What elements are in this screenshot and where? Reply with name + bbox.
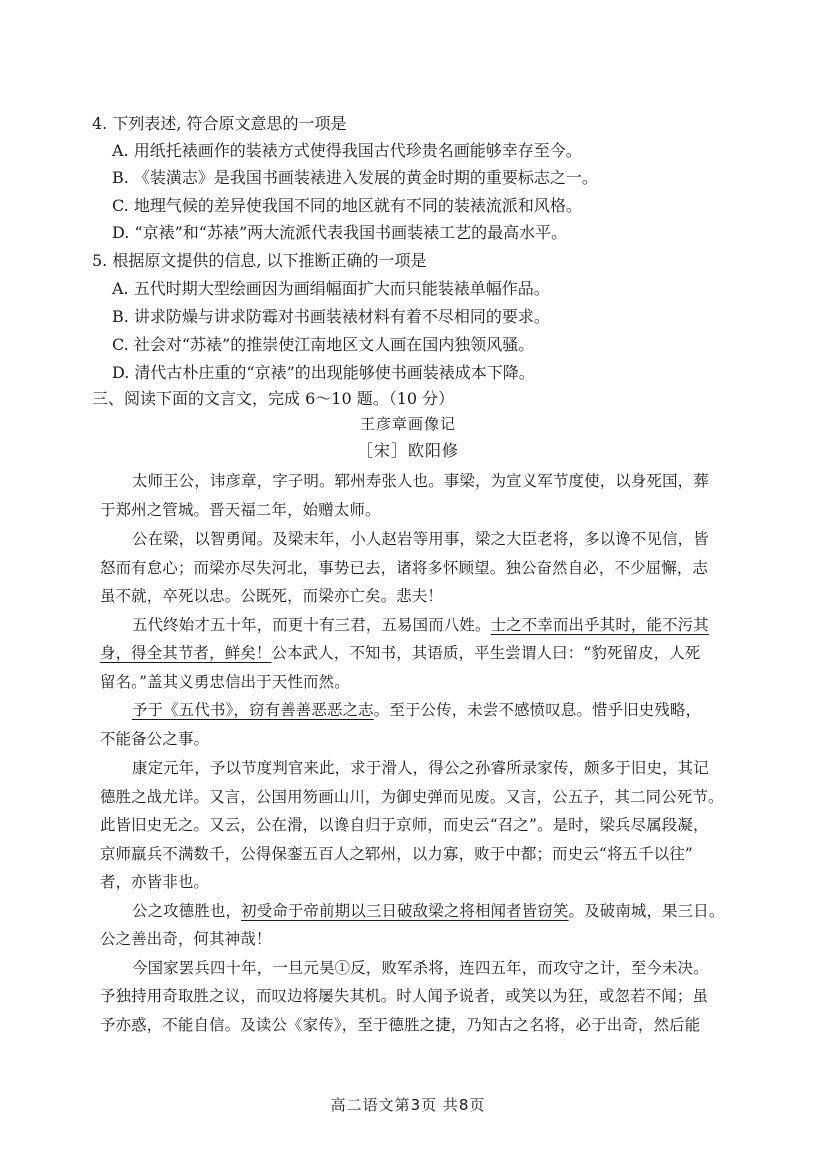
passage-text: 公在梁，以智勇闻。及梁末年，小人赵岩等用事，梁之大臣老将，多以谗不见信，皆 (132, 530, 709, 548)
passage-text: 予亦惑，不能自信。及读公《家传》，至于德胜之捷，乃知古之名将，必于出奇，然后能 (100, 1016, 701, 1034)
passage-text: 京师羸兵不满数千，公得保銮五百人之郓州，以力寡，败于中都；而史云“将五千以往” (100, 845, 693, 863)
passage-line (132, 900, 724, 922)
passage-text: 公之攻德胜也， (132, 902, 242, 920)
passage-line (100, 728, 209, 750)
underlined-sentence: 初受命于帝前期以三日破敌梁之将相闻者皆窃笑 (241, 902, 569, 920)
page-footer: 高二语文第3页 共8页 (330, 1096, 486, 1114)
passage-text: 虽不就，卒死以忠。公既死，而梁亦亡矣。悲夫！ (100, 587, 443, 605)
passage-line (132, 528, 709, 550)
passage-line (132, 614, 709, 636)
question-5-option-a: A. 五代时期大型绘画因为画绢幅面扩大而只能装裱单幅作品。 (112, 279, 550, 298)
passage-line (100, 642, 701, 664)
question-4-stem: 4. 下列表述, 符合原文意思的一项是 (92, 114, 347, 133)
passage-text: 不能备公之事。 (100, 730, 210, 748)
passage-line (132, 757, 709, 779)
underlined-sentence: 予于《五代书》，窃有善善恶恶之志 (132, 701, 374, 719)
passage-text: 留名。”盖其义勇忠信出于天性而然。 (100, 673, 350, 691)
question-5-stem: 5. 根据原文提供的信息, 以下推断正确的一项是 (92, 251, 427, 270)
question-4-option-a: A. 用纸托裱画作的装裱方式使得我国古代珍贵名画能够幸存至今。 (112, 141, 582, 160)
question-5-option-d: D. 清代古朴庄重的“京裱”的出现能够使书画装裱成本下降。 (112, 363, 535, 382)
passage-line (100, 557, 708, 579)
passage-text: 。及破南城，果三日。 (568, 902, 725, 920)
passage-text: 康定元年，予以节度判官来此，求于滑人，得公之孙睿所录家传，颇多于旧史，其记 (132, 759, 709, 777)
passage-line (100, 985, 708, 1007)
question-4-option-d: D. “京裱”和“苏裱”两大流派代表我国书画装裱工艺的最高水平。 (112, 223, 568, 242)
passage-line (100, 1014, 700, 1036)
passage-text: 。至于公传，未尝不感愤叹息。惜乎旧史残略， (373, 701, 702, 719)
passage-line (100, 814, 709, 836)
passage-text: 怒而有怠心；而梁亦尽失河北，事势已去，诸将多怀顾望。独公奋然自必，不少屈懈，志 (100, 559, 709, 577)
passage-text: 于郑州之管城。晋天福二年，始赠太师。 (100, 501, 381, 519)
passage-line (100, 786, 724, 808)
passage-text: 德胜之战尤详。又言，公国用笏画山川，为御史弹而见废。又言，公五子，其二同公死节。 (100, 788, 724, 806)
passage-line (100, 499, 381, 521)
passage-line (100, 843, 693, 865)
passage-line (132, 699, 701, 721)
passage-text: 予独持用奇取胜之议，而叹边将屡失其机。时人闻予说者，或笑以为狂，或忽若不闻；虽 (100, 987, 709, 1005)
passage-line (100, 585, 443, 607)
underlined-sentence: 士之不幸而出乎其时，能不污其 (490, 616, 709, 634)
passage-line (100, 928, 272, 950)
question-5-option-b: B. 讲求防燥与讲求防霉对书画装裱材料有着不尽相同的要求。 (112, 307, 550, 326)
passage-title: 王彦章画像记 (359, 415, 456, 433)
passage-line (100, 671, 350, 693)
passage-text: 五代终始才五十年，而更十有三君，五易国而八姓。 (132, 616, 491, 634)
question-5-option-c: C. 社会对“苏裱”的推崇使江南地区文人画在国内独领风骚。 (112, 335, 535, 354)
passage-text: 公本武人，不知书，其语质，平生尝谓人曰：“豹死留皮，人死 (271, 644, 701, 662)
section-3-heading: 三、阅读下面的文言文，完成 6～10 题。（10 分） (92, 389, 455, 408)
passage-text: 公之善出奇，何其神哉！ (100, 930, 272, 948)
passage-text: 今国家罢兵四十年，一旦元昊①反，败军杀将，连四五年，而攻守之计，至今未决。 (132, 959, 709, 977)
passage-line (132, 957, 709, 979)
passage-text: 者，亦皆非也。 (100, 873, 210, 891)
passage-author: ［宋］欧阳修 (356, 441, 459, 460)
passage-line (100, 871, 209, 893)
underlined-sentence: 身，得全其节者，鲜矣！ (100, 644, 272, 662)
question-4-option-c: C. 地理气候的差异使我国不同的地区就有不同的装裱流派和风格。 (112, 196, 582, 215)
question-4-option-b: B. 《装潢志》是我国书画装裱进入发展的黄金时期的重要标志之一。 (112, 168, 598, 187)
passage-text: 此皆旧史无之。又云，公在滑，以谗自归于京师，而史云“召之”。是时，梁兵尽属段凝， (100, 816, 709, 834)
passage-line (132, 470, 709, 492)
passage-text: 太师王公，讳彦章，字子明。郓州寿张人也。事梁，为宣义军节度使，以身死国，葬 (132, 472, 709, 490)
